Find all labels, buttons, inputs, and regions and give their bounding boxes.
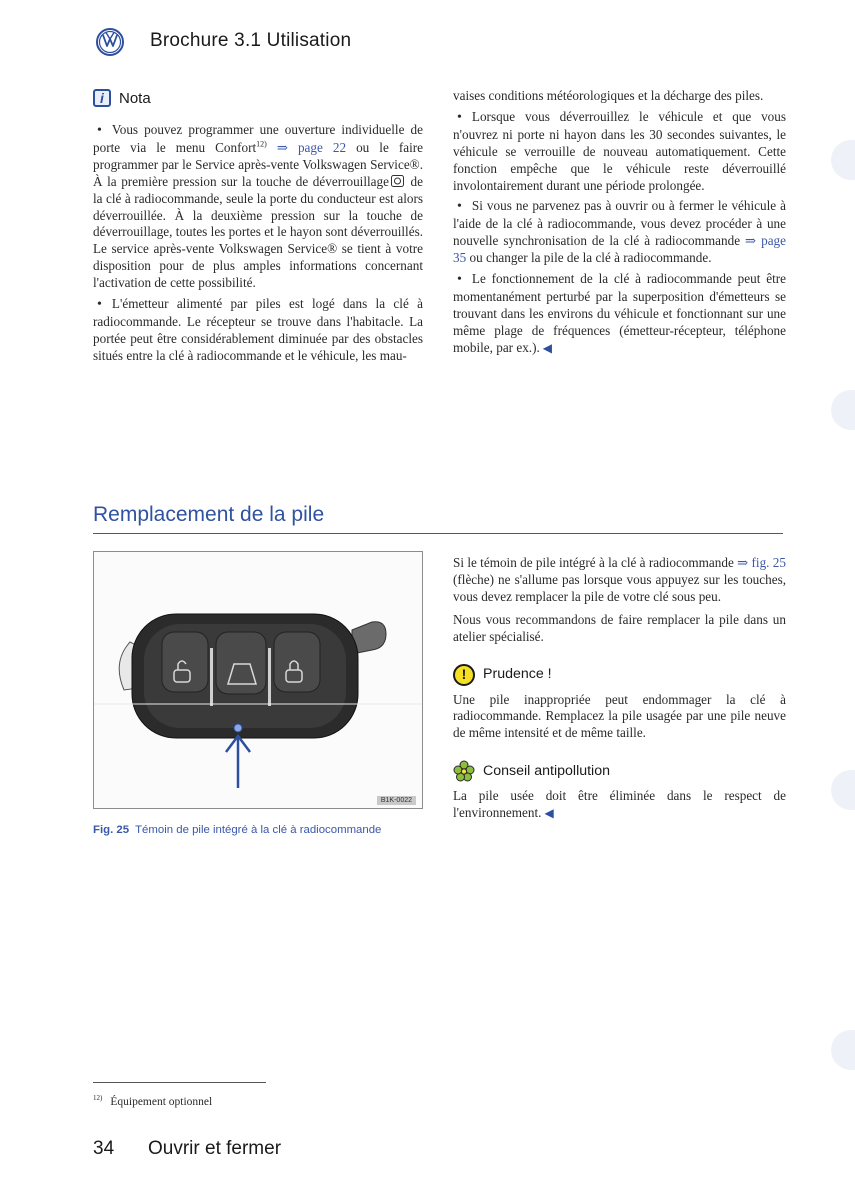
figure-25: [93, 551, 423, 809]
footnote: $^{12)}$ Équipement optionnel: [93, 1094, 213, 1108]
prudence-text: Une pile inappropriée peut endommager la clé à radiocommande. Remplacez la pile usagée par une pile neuve de même intensité et de même taille.: [453, 691, 786, 741]
info-icon: i: [93, 89, 111, 107]
remote-key-illustration: [94, 552, 422, 808]
section-divider: [93, 533, 783, 534]
vw-logo-icon: [96, 28, 124, 56]
edge-tab: [831, 1030, 855, 1070]
figure-link[interactable]: ⇒ fig. 25: [737, 555, 786, 570]
nota-paragraph-2: • L'émetteur alimenté par piles est logé dans la clé à radiocommande. Le récepteur se trouve dans l'habitacle. La portée peut être considérablement diminuée par des obstacles situés entre la clé à radiocommande et le véhicule, les mau-: [93, 296, 423, 365]
nota-paragraph-1: • Vous pouvez programmer une ouverture individuelle de porte via le menu Confort$^{12)}$ ⇒ page 22 ou le faire programmer par le Service après-vente Volkswagen Service®. À la première pression sur la touche de déverrouillage de la clé à radiocommande, seule la porte du conducteur est alors déverrouillée. À la deuxième pression sur la touche de déverrouillage, toutes les portes et le hayon sont déverrouillés. Le service après-vente Volkswagen Service® se tient à votre disposition pour de plus amples informations concernant l'activation de cette possibilité.: [93, 122, 423, 292]
footer-title: Ouvrir et fermer: [148, 1138, 282, 1159]
unlock-key-icon: [391, 175, 404, 187]
page-number: 34: [93, 1138, 115, 1159]
nota-header: [93, 89, 151, 107]
end-mark-icon: ◀: [542, 340, 553, 355]
edge-tab: [831, 390, 855, 430]
workshop-paragraph: Nous vous recommandons de faire remplacer la pile dans un atelier spécialisé.: [453, 611, 786, 644]
left-column: [93, 122, 423, 369]
footnote-divider: [93, 1082, 266, 1083]
right-column-lower: [453, 555, 786, 826]
header-title: Brochure 3.1 Utilisation: [150, 30, 352, 51]
end-mark-icon: ◀: [544, 806, 554, 821]
figure-caption: Fig. 25 Témoin de pile intégré à la clé à radiocommande: [93, 824, 382, 836]
relock-paragraph: • Lorsque vous déverrouillez le véhicule et que vous n'ouvrez ni porte ni hayon dans les 30 secondes suivantes, le véhicule se verrouille de nouveau automatiquement. Cette fonction empêche que le véhicule reste déverrouillé involontairement durant une période prolongée.: [453, 109, 786, 195]
sync-paragraph: • Si vous ne parvenez pas à ouvrir ou à fermer le véhicule à l'aide de la clé à radiocommande, vous devez procéder à une nouvelle synchronisation de la clé à radiocommande ⇒ page 35 ou changer la pile de la clé à radiocommande.: [453, 198, 786, 267]
nota-label: Nota: [119, 89, 151, 107]
prudence-header: ! Prudence !: [453, 664, 786, 686]
figure-code: B1K-0022: [377, 796, 416, 805]
eco-header: Conseil antipollution: [453, 760, 786, 782]
continuation-paragraph: vaises conditions météorologiques et la décharge des piles.: [453, 88, 764, 103]
interference-paragraph: • Le fonctionnement de la clé à radiocommande peut être momentanément perturbé par la superposition d'émetteurs se trouvant dans les environs du véhicule et fonctionnant sur une même plage de fréquences (émetteur-récepteur, téléphone mobile, par ex.). ◀: [453, 271, 786, 357]
page-link[interactable]: ⇒ page 22: [276, 139, 347, 155]
eco-flower-icon: [453, 760, 475, 782]
battery-led-paragraph: Si le témoin de pile intégré à la clé à radiocommande ⇒ fig. 25 (flèche) ne s'allume pas lorsque vous appuyez sur les touches, vous devez remplacer la pile de votre clé sous peu.: [453, 555, 786, 604]
edge-tab: [831, 140, 855, 180]
section-title: Remplacement de la pile: [93, 503, 325, 526]
eco-text: La pile usée doit être éliminée dans le respect de l'environnement. ◀: [453, 788, 786, 821]
warning-icon: !: [453, 664, 475, 686]
right-column-top: [453, 88, 786, 361]
page-link[interactable]: ⇒ page 35: [453, 233, 786, 266]
edge-tab: [831, 770, 855, 810]
